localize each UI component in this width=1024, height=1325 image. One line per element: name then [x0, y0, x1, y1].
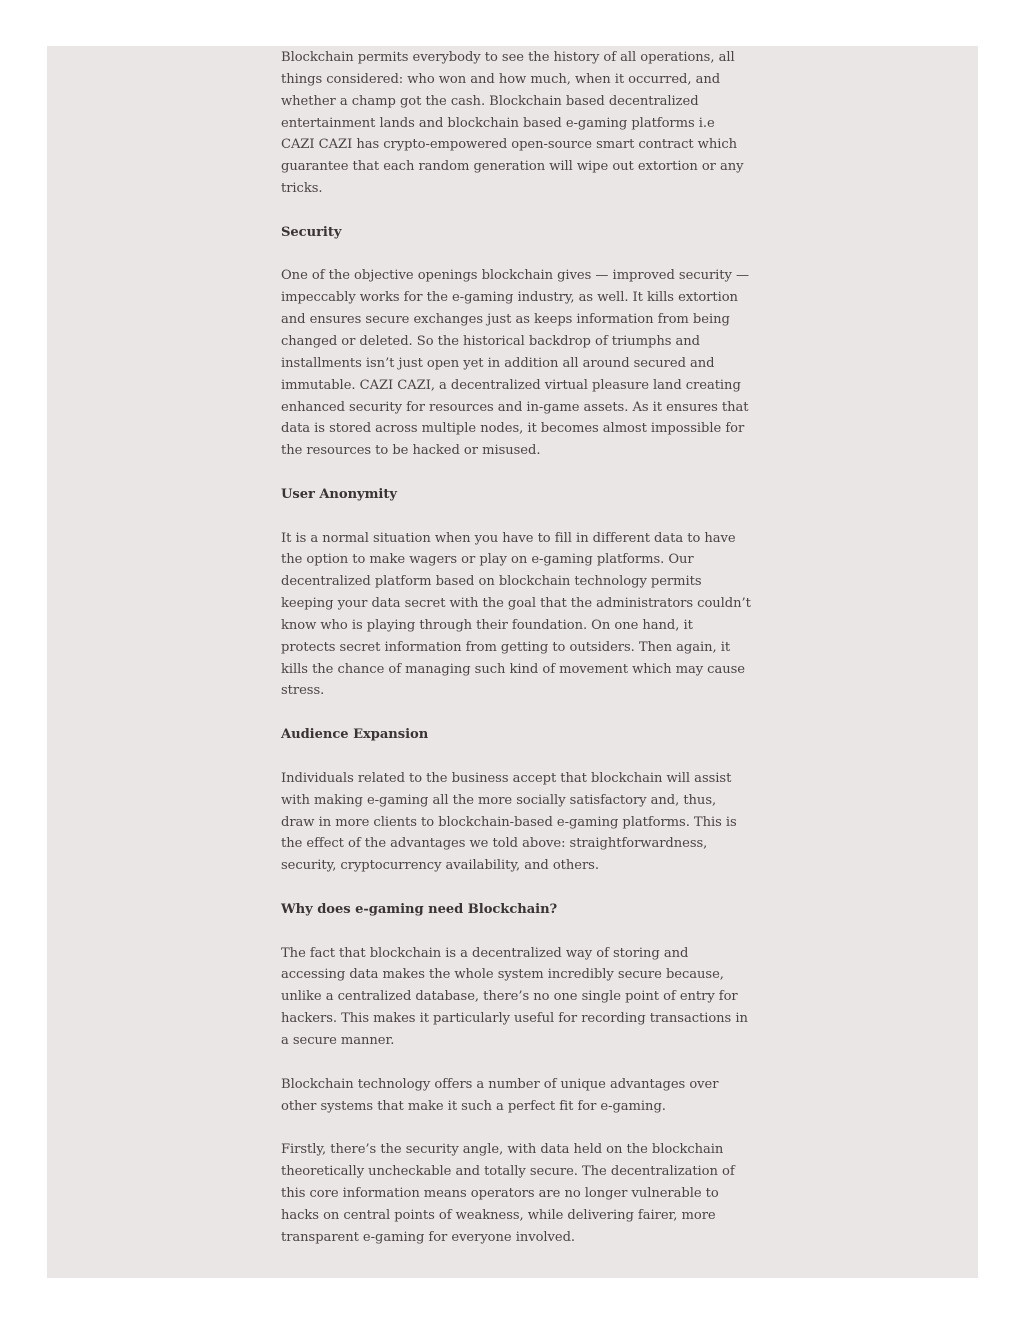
heading-audience-expansion: Audience Expansion: [281, 727, 429, 743]
audience-expansion-paragraph: Individuals related to the business accept that blockchain will assist with making e-gaming all the more socially satisfactory and, thus, draw in more clients to blockchain-based e-gaming platforms. This is the effect of the advantages we told above: straightforwardness, security, cryptocurrency availability, and others.: [281, 770, 737, 874]
why-blockchain-paragraph-3: Firstly, there’s the security angle, with data held on the blockchain theoretically uncheckable and totally secure. The decentralization of this core information means operators are no longer vulnerable to hacks on central points of weakness, while delivering fairer, more transparent e-gaming for everyone involved.: [281, 1142, 735, 1245]
why-blockchain-paragraph-2: Blockchain technology offers a number of unique advantages over other systems that make it such a perfect fit for e-gaming.: [281, 1076, 719, 1114]
why-blockchain-paragraph-1: The fact that blockchain is a decentralized way of storing and accessing data makes the whole system incredibly secure because, unlike a centralized database, there’s no one single point of entry for hackers. This makes it particularly useful for recording transactions in a secure manner.: [281, 945, 748, 1048]
security-paragraph: One of the objective openings blockchain gives — improved security — impeccably works for the e-gaming industry, as well. It kills extortion and ensures secure exchanges just as keeps information from being changed or deleted. So the historical backdrop of triumphs and installments isn’t just open yet in addition all around secured and immutable. CAZI CAZI, a decentralized virtual pleasure land creating enhanced security for resources and in-game assets. As it ensures that data is stored across multiple nodes, it becomes almost impossible for the resources to be hacked or misused.: [281, 268, 750, 459]
article-body: [281, 47, 751, 1270]
heading-security: Security: [281, 224, 342, 240]
heading-why-blockchain: Why does e-gaming need Blockchain?: [281, 901, 558, 917]
heading-user-anonymity: User Anonymity: [281, 486, 397, 502]
user-anonymity-paragraph: It is a normal situation when you have to fill in different data to have the option to make wagers or play on e-gaming platforms. Our decentralized platform based on blockchain technology permits keeping your data secret with the goal that the administrators couldn’t know who is playing through their foundation. On one hand, it protects secret information from getting to outsiders. Then again, it kills the chance of managing such kind of movement which may cause stress.: [281, 530, 751, 699]
intro-paragraph: Blockchain permits everybody to see the history of all operations, all things considered: who won and how much, when it occurred, and whether a champ got the cash. Blockchain based decentralized entertainment lands and blockchain based e-gaming platforms i.e CAZI CAZI has crypto-empowered open-source smart contract which guarantee that each random generation will wipe out extortion or any tricks.: [281, 50, 744, 197]
